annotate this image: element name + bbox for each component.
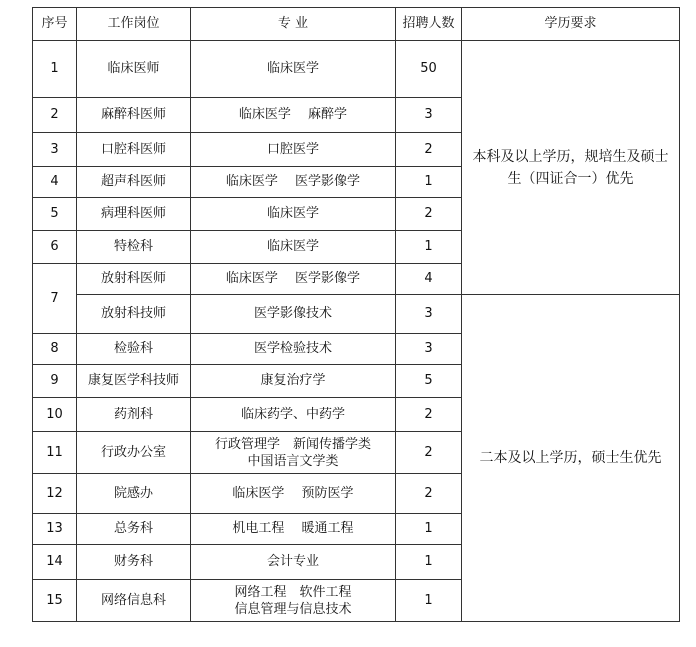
- row-count: 2: [396, 398, 462, 432]
- row-major-line-1: 网络工程 软件工程: [234, 584, 352, 600]
- row-major: 临床医学 麻醉学: [191, 98, 396, 133]
- row-major: 机电工程 暖通工程: [191, 514, 396, 545]
- row-no: 10: [33, 398, 77, 432]
- row-count: 2: [396, 133, 462, 167]
- table-header-row: [33, 8, 680, 41]
- row-major-line-1: 行政管理学 新闻传播学类: [214, 436, 371, 452]
- row-major: 临床医学 医学影像学: [191, 167, 396, 198]
- row-count: 1: [396, 231, 462, 264]
- row-post: 财务科: [77, 545, 191, 580]
- header-count: 招聘人数: [396, 8, 462, 41]
- row-major: 临床药学、中药学: [191, 398, 396, 432]
- row-post: 放射科技师: [77, 295, 191, 334]
- education-requirement-group-2: 二本及以上学历，硕士生优先: [462, 295, 680, 622]
- row-major: 临床医学: [191, 231, 396, 264]
- row-post: 放射科医师: [77, 264, 191, 295]
- row-count: 4: [396, 264, 462, 295]
- header-education: 学历要求: [462, 8, 680, 41]
- row-major: 临床医学: [191, 198, 396, 231]
- row-count: 3: [396, 334, 462, 365]
- row-major: 康复治疗学: [191, 365, 396, 398]
- row-post: 临床医师: [77, 41, 191, 98]
- row-post: 药剂科: [77, 398, 191, 432]
- row-post: 院感办: [77, 474, 191, 514]
- row-count: 1: [396, 514, 462, 545]
- row-no: 15: [33, 580, 77, 622]
- row-count: 5: [396, 365, 462, 398]
- row-major: 临床医学 医学影像学: [191, 264, 396, 295]
- table-row: [33, 295, 680, 334]
- row-count: 3: [396, 295, 462, 334]
- row-post: 检验科: [77, 334, 191, 365]
- row-count: 50: [396, 41, 462, 98]
- row-post: 特检科: [77, 231, 191, 264]
- row-no: 11: [33, 432, 77, 474]
- row-major: 医学检验技术: [191, 334, 396, 365]
- header-post: 工作岗位: [77, 8, 191, 41]
- row-major: 口腔医学: [191, 133, 396, 167]
- row-major: 会计专业: [191, 545, 396, 580]
- row-major: [191, 432, 396, 474]
- row-major: 临床医学 预防医学: [191, 474, 396, 514]
- row-post: 麻醉科医师: [77, 98, 191, 133]
- row-no: 6: [33, 231, 77, 264]
- row-major: [191, 580, 396, 622]
- row-no: 2: [33, 98, 77, 133]
- row-count: 1: [396, 167, 462, 198]
- row-post: 总务科: [77, 514, 191, 545]
- row-no: 1: [33, 41, 77, 98]
- row-major: 医学影像技术: [191, 295, 396, 334]
- row-major-line-2: 信息管理与信息技术: [234, 601, 352, 617]
- row-no: 8: [33, 334, 77, 365]
- row-major: 临床医学: [191, 41, 396, 98]
- row-count: 2: [396, 474, 462, 514]
- row-post: 口腔科医师: [77, 133, 191, 167]
- row-no: 12: [33, 474, 77, 514]
- row-post: 超声科医师: [77, 167, 191, 198]
- row-count: 1: [396, 580, 462, 622]
- row-post: 病理科医师: [77, 198, 191, 231]
- table-row: [33, 41, 680, 98]
- row-no: 9: [33, 365, 77, 398]
- row-post: 行政办公室: [77, 432, 191, 474]
- row-no: 3: [33, 133, 77, 167]
- row-major-line-2: 中国语言文学类: [247, 453, 339, 469]
- row-post: 康复医学科技师: [77, 365, 191, 398]
- row-count: 1: [396, 545, 462, 580]
- row-no: 7: [33, 264, 77, 334]
- recruitment-table: [32, 7, 680, 622]
- row-no: 14: [33, 545, 77, 580]
- row-count: 2: [396, 198, 462, 231]
- header-major: 专 业: [191, 8, 396, 41]
- education-requirement-group-1: 本科及以上学历，规培生及硕士生（四证合一）优先: [462, 41, 680, 295]
- row-count: 2: [396, 432, 462, 474]
- row-no: 13: [33, 514, 77, 545]
- row-post: 网络信息科: [77, 580, 191, 622]
- row-no: 5: [33, 198, 77, 231]
- row-no: 4: [33, 167, 77, 198]
- header-no: 序号: [33, 8, 77, 41]
- row-count: 3: [396, 98, 462, 133]
